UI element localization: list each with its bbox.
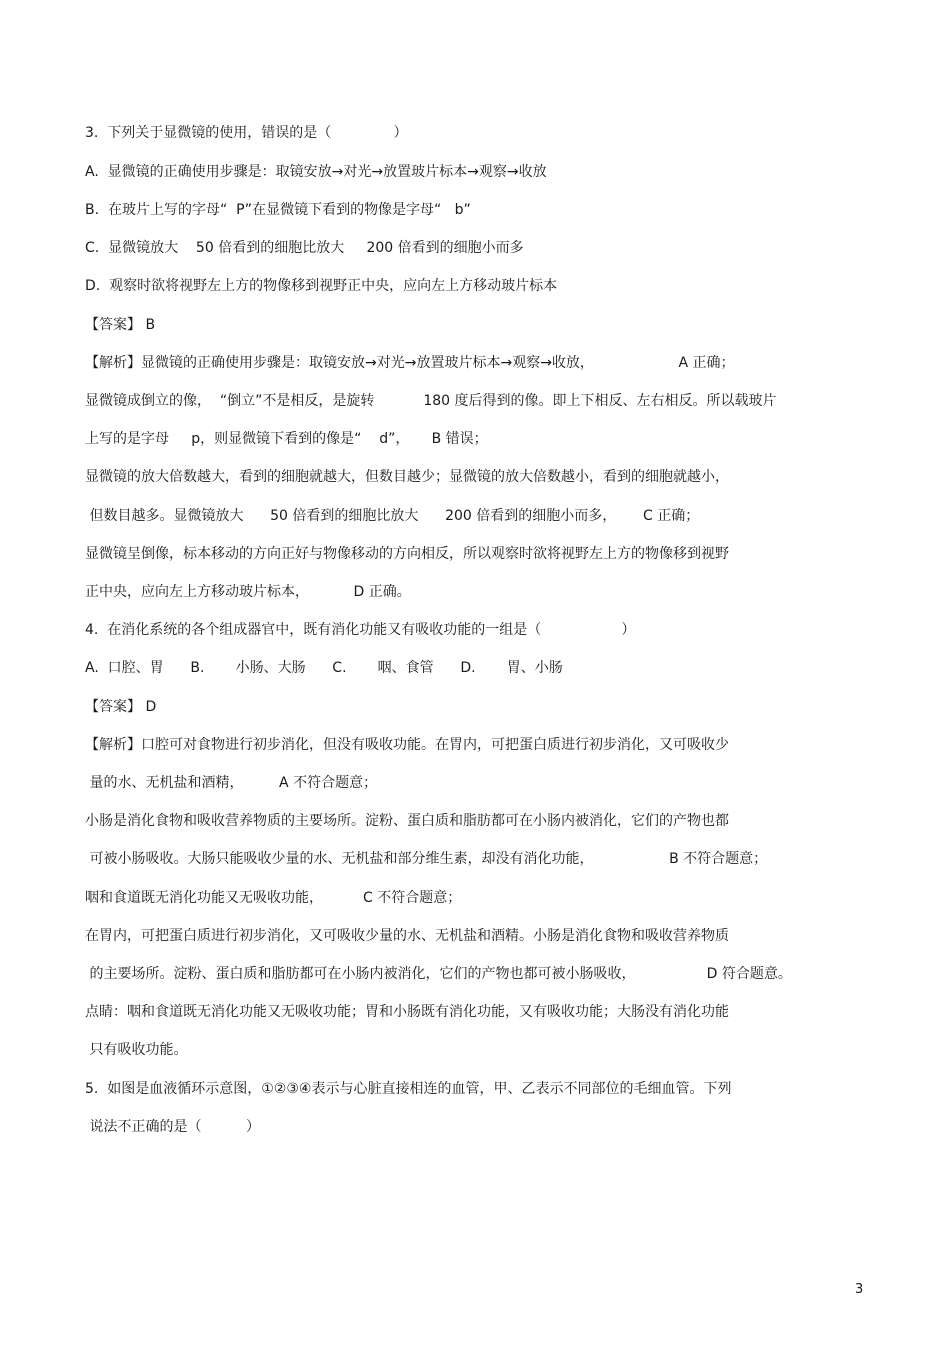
q3-analysis-line: 但数目越多。显微镜放大 50 倍看到的细胞比放大 200 倍看到的细胞小而多， C 正确； <box>85 508 700 524</box>
q3-analysis-line: 【解析】显微镜的正确使用步骤是：取镜安放→对光→放置玻片标本→观察→收放， A 正确； <box>85 355 735 371</box>
q4-analysis-line: 可被小肠吸收。大肠只能吸收少量的水、无机盐和部分维生素，却没有消化功能， B 不符合题意； <box>85 851 768 867</box>
q4-analysis-line: 在胃内，可把蛋白质进行初步消化，又可吸收少量的水、无机盐和酒精。小肠是消化食物和吸收营养物质 <box>85 928 729 944</box>
q4-analysis-line: 咽和食道既无消化功能又无吸收功能， C 不符合题意； <box>85 890 462 906</box>
q3-option-d: D. 观察时欲将视野左上方的物像移到视野正中央，应向左上方移动玻片标本 <box>85 278 558 294</box>
q3-analysis-line: 上写的是字母 p，则显微镜下看到的像是“ d”， B 错误； <box>85 431 488 447</box>
q4-analysis-line: 只有吸收功能。 <box>85 1042 188 1058</box>
q4-analysis-line: 点睛：咽和食道既无消化功能又无吸收功能；胃和小肠既有消化功能，又有吸收功能；大肠没有消化功能 <box>85 1004 729 1020</box>
q5-stem-line-2: 说法不正确的是（ ） <box>85 1119 260 1135</box>
q4-analysis-line: 小肠是消化食物和吸收营养物质的主要场所。淀粉、蛋白质和脂肪都可在小肠内被消化，它们的产物也都 <box>85 813 729 829</box>
q3-option-a: A. 显微镜的正确使用步骤是：取镜安放→对光→放置玻片标本→观察→收放 <box>85 164 547 180</box>
q3-option-c: C. 显微镜放大 50 倍看到的细胞比放大 200 倍看到的细胞小而多 <box>85 240 524 256</box>
q3-analysis-line: 显微镜的放大倍数越大，看到的细胞就越大，但数目越少；显微镜的放大倍数越小，看到的细胞就越小， <box>85 469 729 485</box>
q3-analysis-line: 显微镜成倒立的像， “倒立”不是相反，是旋转 180 度后得到的像。即上下相反、左右相反。所以载玻片 <box>85 393 777 409</box>
q3-analysis-line: 正中央，应向左上方移动玻片标本， D 正确。 <box>85 584 411 600</box>
q4-stem: 4. 在消化系统的各个组成器官中，既有消化功能又有吸收功能的一组是（ ） <box>85 622 636 638</box>
q4-analysis-line: 【解析】口腔可对食物进行初步消化，但没有吸收功能。在胃内，可把蛋白质进行初步消化，又可吸收少 <box>85 737 729 753</box>
q3-analysis-line: 显微镜呈倒像，标本移动的方向正好与物像移动的方向相反，所以观察时欲将视野左上方的物像移到视野 <box>85 546 729 562</box>
q3-answer: 【答案】 B <box>85 317 156 333</box>
q5-stem-line-1: 5. 如图是血液循环示意图，①②③④表示与心脏直接相连的血管，甲、乙表示不同部位的毛细血管。下列 <box>85 1081 732 1097</box>
q4-options: A. 口腔、胃 B. 小肠、大肠 C. 咽、食管 D. 胃、小肠 <box>85 660 563 676</box>
q3-stem: 3. 下列关于显微镜的使用，错误的是（ ） <box>85 125 408 141</box>
page-number: 3 <box>855 1282 864 1297</box>
q4-analysis-line: 的主要场所。淀粉、蛋白质和脂肪都可在小肠内被消化，它们的产物也都可被小肠吸收， D 符合题意。 <box>85 966 792 982</box>
q4-answer: 【答案】 D <box>85 699 157 715</box>
q4-analysis-line: 量的水、无机盐和酒精， A 不符合题意； <box>85 775 378 791</box>
q3-option-b: B. 在玻片上写的字母“ P”在显微镜下看到的物像是字母“ b” <box>85 202 471 218</box>
